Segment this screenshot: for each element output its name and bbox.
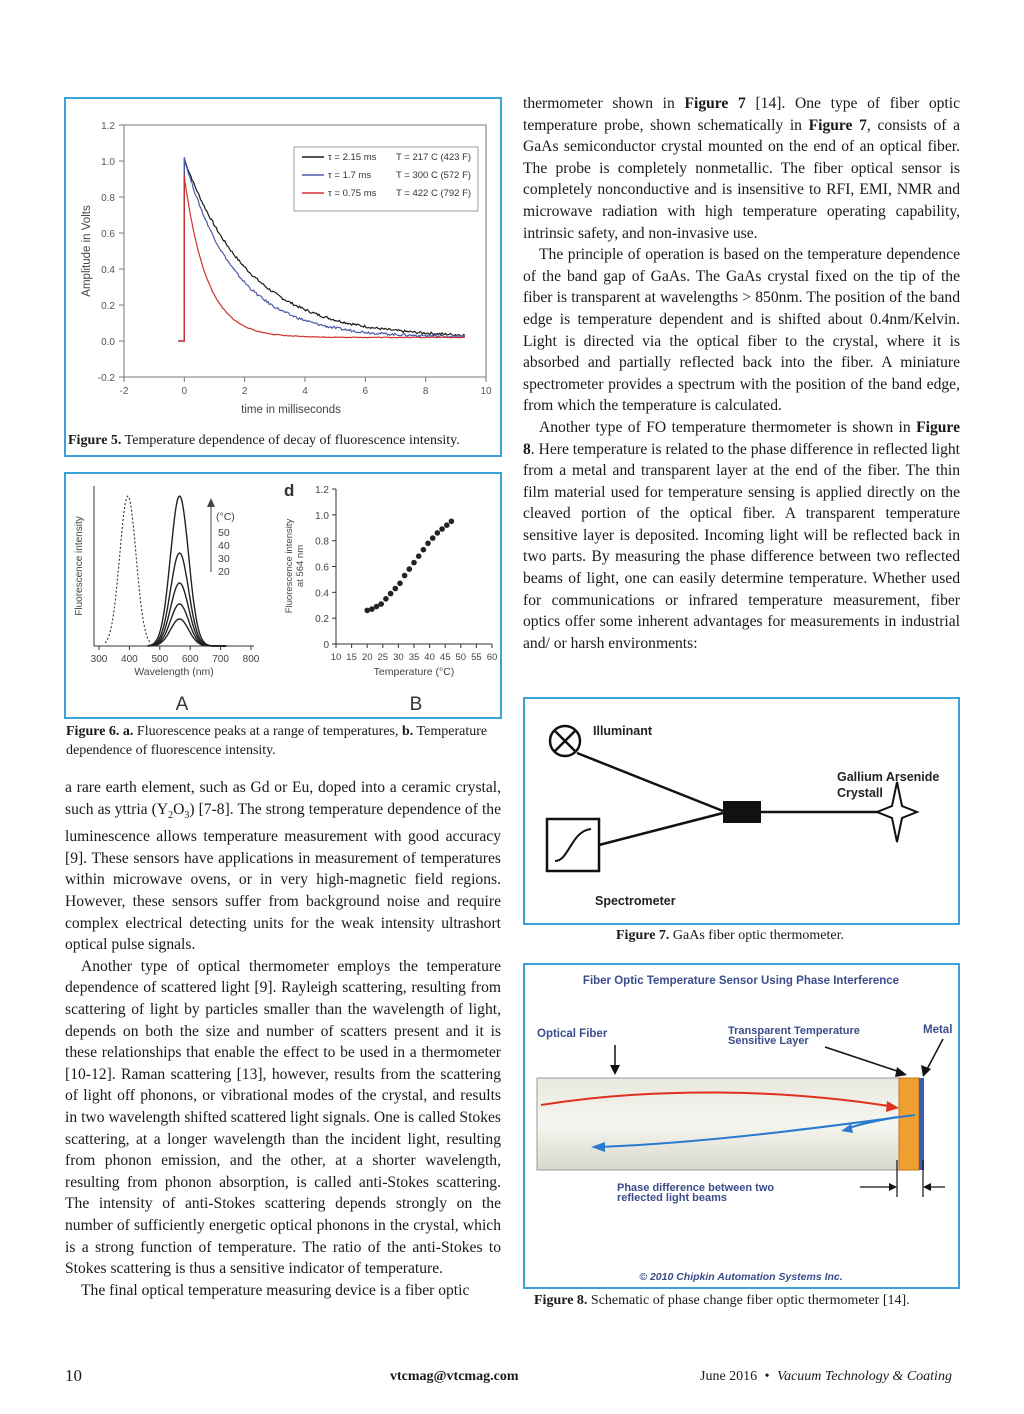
fig6a-y-axis-label: Fluorescence intensity [74, 516, 85, 616]
fig6b-data-point [435, 530, 441, 536]
fig7-crystal-label-2: Crystall [837, 786, 883, 800]
fig6b-data-point [383, 596, 389, 602]
fig6b-data-point [378, 601, 384, 607]
fig5-y-tick-label: 0.6 [101, 229, 115, 240]
left-column-text [65, 777, 501, 1301]
fig6b-x-tick-label: 35 [408, 652, 420, 663]
fiber-line-upper [577, 753, 723, 811]
fig5-x-tick-label: -2 [119, 386, 129, 397]
figure-5 [64, 97, 502, 457]
fig6a-x-tick-label: 300 [90, 654, 108, 665]
fig7-illuminant-label: Illuminant [593, 724, 653, 738]
fig6a-x-tick-label: 700 [212, 654, 229, 665]
fig6a-x-tick-label: 800 [242, 654, 260, 665]
fig5-y-tick-label: 0.4 [101, 265, 115, 276]
figure-7 [523, 697, 960, 925]
fig6b-data-point [402, 573, 408, 579]
gaas-crystal-icon [877, 782, 917, 842]
fig6b-y-tick-label: 0.6 [315, 562, 329, 574]
fig8-phase-label-1: Phase difference between two [617, 1182, 775, 1194]
fig6b-y-tick-label: 1.2 [315, 485, 329, 496]
fig5-chart [66, 99, 500, 429]
fig6b-points [364, 519, 454, 614]
fig6b-data-point [393, 586, 399, 592]
fig8-optical-fiber-label: Optical Fiber [537, 1028, 608, 1040]
fiber-line-lower [599, 813, 723, 845]
fig8-transparent-label-2: Sensitive Layer [728, 1035, 809, 1047]
fig6a-emission-curve [148, 496, 227, 646]
fig7-spectrometer-label: Spectrometer [595, 894, 676, 908]
fig6a-legend-arrowhead [207, 498, 215, 507]
fig8-copyright: © 2010 Chipkin Automation Systems Inc. [639, 1271, 843, 1283]
fig6a-legend-label: 50 [218, 527, 230, 539]
fig5-legend-temp: T = 422 C (792 F) [396, 188, 472, 199]
left-paragraph-3: The final optical temperature measuring device is a fiber optic [81, 1281, 470, 1299]
right-paragraph-2: The principle of operation is based on the temperature dependence of the band gap of GaAs. The GaAs crystal fixed on the tip of the fiber is transparent at wavelengths > 850nm. The position of the band edge is temperature dependent and is shifted about 0.4nm/Kelvin. Light is directed via the optical fiber to the crystal, where it is absorbed and partially reflected back into the fiber. A miniature spectrometer provides a spectrum with the position of the band edge, from which the temperature is calculated. [523, 246, 960, 415]
fig6b-data-point [430, 535, 436, 541]
fig6-label-a: A [175, 694, 189, 715]
left-paragraph-2: Another type of optical thermometer employs the temperature dependence of scattered light [9]. Rayleigh scattering, resulting from scattering of light by particles smaller than the wavelength of light, depends on both the size and number of scatters present and it is these relationships that enable the effect to be used in a thermometer [10-12]. Raman scattering [13], however, results from the scattering of light off phonons, or vibrational modes of the crystal, and results in two wavelength shifted scattered light signals. One is called Stokes scattering, at a longer wavelength than the incident light, resulting from phonon emission, and the other, at a shorter wavelength, resulting from phonon absorption, is called anti-Stokes scattering. The intensity of anti-Stokes scattering depends strongly on the number of sufficiently energetic optical phonons in the crystal, which is a strong function of temperature. The ratio of the anti-Stokes to Stokes scattering is thus a sensitive indicator of temperature. [65, 957, 501, 1278]
fig5-x-tick-label: 4 [302, 386, 308, 397]
fig6b-x-tick-label: 25 [377, 652, 389, 663]
fig6b-data-point [439, 526, 445, 532]
left-paragraph-1: a rare earth element, such as Gd or Eu, doped into a ceramic crystal, such as yttria $(Y_2O_3)$ [7-8]. The strong temperature dependence of the luminescence allows temperature measurement with good accuracy [9]. These sensors have applications in measurement of temperatures within microwave ovens, or in very high-magnetic field regions. However, these sensors suffer from background noise and require complex electrical detecting units for the weak intensity ultrashort optical pulse signals. [65, 779, 501, 954]
fig5-legend-tau: τ = 2.15 ms [328, 152, 377, 163]
fig6b-y-tick-label: 0.4 [315, 588, 329, 600]
fig5-x-ticks [120, 377, 492, 397]
fig6b-x-axis-label: Temperature (°C) [373, 666, 455, 678]
fig5-legend-tau: τ = 0.75 ms [328, 188, 377, 199]
fig6-label-b: B [409, 694, 423, 715]
fig6b-y-tick-label: 1.0 [315, 510, 329, 522]
fig6b-data-point [449, 519, 455, 525]
metal-layer [919, 1078, 924, 1170]
fig5-x-tick-label: 8 [422, 386, 429, 397]
fig6b-data-point [397, 581, 403, 587]
fig6a-legend-label: 20 [218, 566, 230, 578]
fig6b-y-tick-label: 0.2 [315, 614, 329, 626]
fig8-diagram [525, 965, 958, 1287]
fig6b-x-tick-label: 20 [361, 652, 373, 663]
figure-8 [523, 963, 960, 1289]
fig5-legend-temp: T = 217 C (423 F) [396, 152, 472, 163]
fig6a-x-tick-label: 400 [121, 654, 138, 665]
fig5-caption: Figure 5. Temperature dependence of decay of fluorescence intensity. [68, 433, 460, 448]
fig6b-x-tick-label: 10 [330, 652, 342, 663]
fig6-charts [66, 474, 500, 717]
fig6a-x-ticks [91, 646, 260, 665]
fig5-x-tick-label: 6 [362, 386, 369, 397]
fig6b-data-point [421, 547, 427, 553]
fig8-phase-label-2: reflected light beams [617, 1192, 728, 1204]
fig6a-excitation-curve [105, 496, 151, 643]
fig6b-data-point [411, 560, 417, 566]
fig6b-data-point [416, 553, 422, 559]
fig6b-panel-letter: d [284, 481, 295, 500]
fig6b-data-point [388, 591, 394, 597]
fig6b-x-tick-label: 30 [393, 652, 404, 663]
fig7-crystal-label-1: Gallium Arsenide [837, 770, 940, 784]
fig6b-y-tick-label: 0.8 [315, 536, 329, 548]
fig5-y-tick-label: 1.2 [101, 121, 115, 132]
fig6b-data-point [364, 608, 370, 614]
fig6b-x-tick-label: 45 [439, 652, 451, 663]
transparent-layer [899, 1078, 919, 1170]
footer-email: vtcmag@vtcmag.com [390, 1369, 519, 1384]
fig6b-x-tick-label: 60 [486, 652, 498, 663]
fig8-metal-label: Metal [923, 1024, 953, 1036]
right-column-text [523, 93, 960, 654]
right-paragraph-3: Another type of FO temperature thermometer is shown in Figure 8. Here temperature is related to the phase difference in reflected light from a metal and transparent layer at the end of the fiber. The thin film material used for temperature sensing is applied directly on the cleaved portion of the optical fiber. A transparent temperature sensitive layer is deposited. Incoming light will be reflected back in two parts. By measuring the phase difference between two reflected beams of light, one can easily determine temperature. Whether used for communications or infrared temperature measurement, fiber optics offer some inherent advantages for measurements in industrial and/ or harsh environments: [523, 418, 960, 652]
fig6b-data-point [444, 522, 450, 528]
fig5-x-tick-label: 10 [480, 386, 492, 397]
fig5-legend-temp: T = 300 C (572 F) [396, 170, 472, 181]
fig5-y-tick-label: -0.2 [97, 373, 115, 384]
fig6b-x-tick-label: 15 [346, 652, 357, 663]
fig6b-y-ticks [315, 485, 336, 651]
fig6a-legend-title: (°C) [216, 511, 235, 523]
fig5-x-tick-label: 2 [241, 386, 248, 397]
figure-6 [64, 472, 502, 719]
fig6a-x-tick-label: 600 [181, 654, 199, 665]
fig7-caption: Figure 7. GaAs fiber optic thermometer. [616, 928, 844, 943]
fig6b-x-tick-label: 40 [424, 652, 435, 663]
fig6b-data-point [425, 541, 431, 547]
fig5-x-axis-label: time in milliseconds [241, 404, 341, 416]
fig8-transparent-label-1: Transparent Temperature [728, 1025, 860, 1037]
fig6a-legend-label: 40 [218, 540, 230, 552]
fig6b-x-tick-label: 50 [455, 652, 467, 663]
fig6a-x-axis-label: Wavelength (nm) [134, 666, 214, 678]
fig6b-y-axis-label-2: at 564 nm [295, 544, 306, 588]
fig6a-curves [105, 496, 226, 646]
footer-date: June 2016 [700, 1369, 758, 1384]
fig5-y-tick-label: 0.8 [101, 193, 115, 204]
fig5-legend-tau: τ = 1.7 ms [328, 170, 372, 181]
fig5-y-ticks [98, 121, 124, 384]
fig6a-legend-label: 30 [218, 553, 230, 565]
footer-bullet: • [764, 1369, 770, 1384]
fig6b-x-tick-label: 55 [471, 652, 482, 663]
right-paragraph-1: thermometer shown in Figure 7 [14]. One type of fiber optic temperature probe, shown schematically in Figure 7, consists of a GaAs semiconductor crystal mounted on the end of an optical fiber. The probe is completely nonmetallic. The fiber optical sensor is completely nonconductive and is insensitive to RFI, EMI, NMR and microwave radiation with high temperature operating capability, intrinsic safety, and non-invasive use. [523, 95, 961, 242]
fig6-caption: Figure 6. a. Fluorescence peaks at a range of temperatures, b. Temperature dependence of fluorescence intensity. [66, 724, 488, 758]
fig6b-y-axis-label-1: Fluorescence intensity [284, 518, 295, 614]
footer-publication [700, 1369, 952, 1385]
fig6b-x-ticks [331, 644, 498, 663]
fig6b-data-point [369, 606, 375, 612]
fig8-title: Fiber Optic Temperature Sensor Using Phase Interference [582, 975, 900, 987]
footer-journal: Vacuum Technology & Coating [777, 1369, 952, 1384]
fig5-y-tick-label: 1.0 [101, 157, 115, 168]
fig6b-data-point [407, 566, 413, 572]
fig5-y-tick-label: 0.0 [101, 337, 115, 348]
fig8-caption: Figure 8. Schematic of phase change fiber optic thermometer [14]. [534, 1293, 910, 1308]
spectrometer-icon [547, 819, 599, 871]
fig5-y-axis-label: Amplitude in Volts [81, 205, 93, 297]
fig7-diagram [525, 699, 958, 923]
fig6a-x-tick-label: 500 [151, 654, 169, 665]
footer-page-number: 10 [65, 1366, 82, 1385]
fig5-x-tick-label: 0 [181, 386, 188, 397]
fig6b-y-tick-label: 0 [323, 640, 329, 651]
fig6a-legend [218, 527, 230, 578]
coupler-block [723, 801, 761, 823]
fig5-y-tick-label: 0.2 [101, 301, 115, 312]
